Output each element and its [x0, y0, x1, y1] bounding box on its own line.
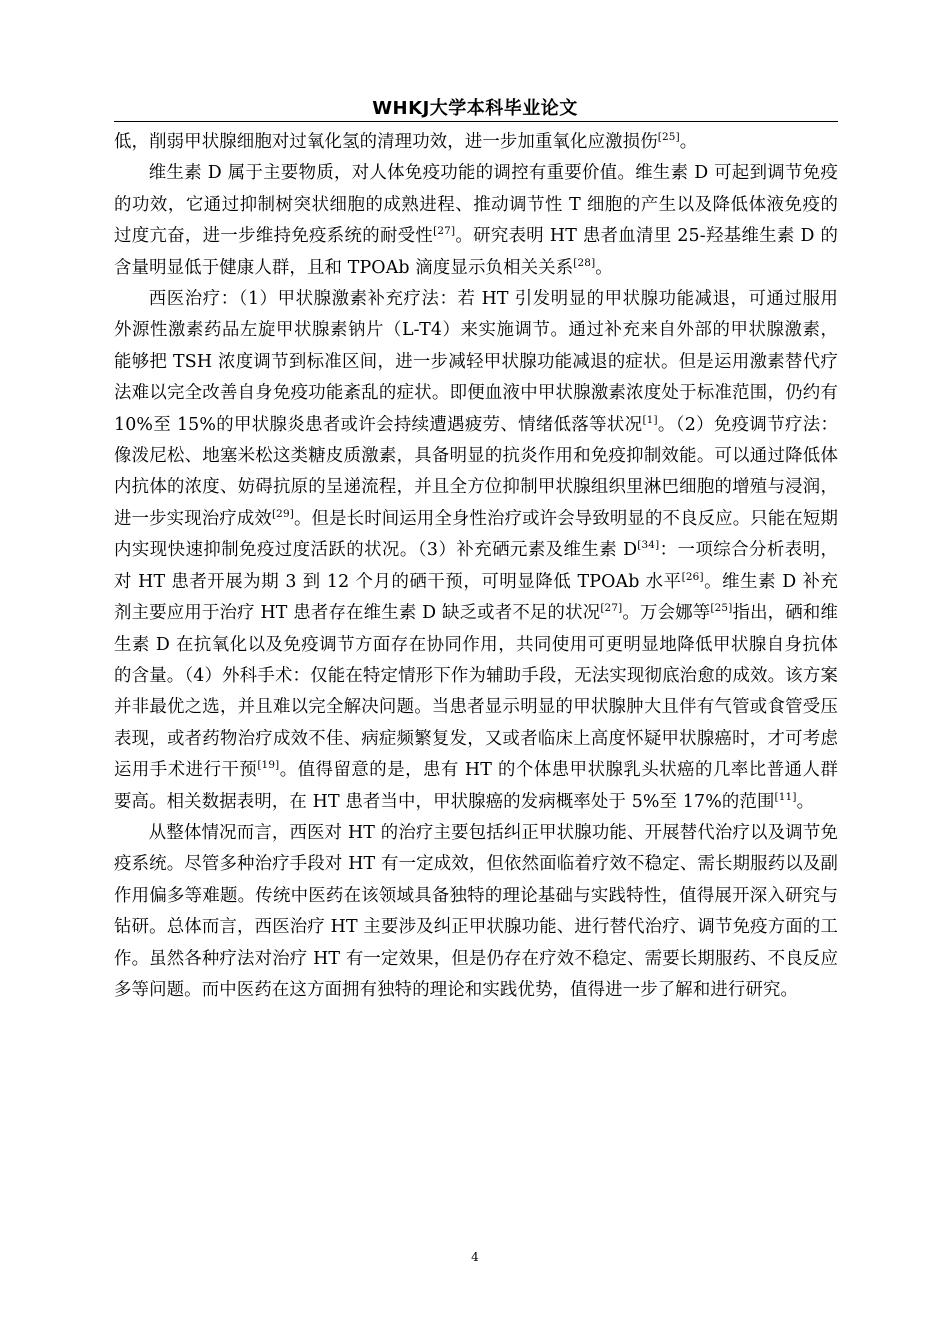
citation-marker: [28]: [573, 256, 596, 269]
header-rule: [114, 121, 838, 122]
citation-marker: [27]: [600, 602, 623, 615]
page-number: 4: [471, 1250, 479, 1264]
citation-marker: [1]: [642, 413, 658, 426]
citation-marker: [26]: [681, 570, 704, 583]
body-text: [114, 127, 838, 1006]
page-header-title: WHKJ大学本科毕业论文: [372, 98, 578, 119]
citation-marker: [34]: [637, 539, 660, 552]
paragraph-2: 维生素 D 属于主要物质，对人体免疫功能的调控有重要价值。维生素 D 可起到调节免疫的功效，它通过抑制树突状细胞的成熟进程、推动调节性 T 细胞的产生以及降低体液免疫的过度亢奋，进一步维持免疫系统的耐受性[27]。研究表明 HT 患者血清里 25-羟基维生素 D 的含量明显低于健康人群，且和 TPOAb 滴度显示负相关关系[28]。: [114, 163, 839, 278]
paragraph-1: 低，削弱甲状腺细胞对过氧化氢的清理功效，进一步加重氧化应激损伤[25]。: [114, 131, 698, 152]
citation-marker: [25]: [710, 602, 733, 615]
citation-marker: [25]: [657, 131, 680, 144]
citation-marker: [19]: [257, 759, 280, 772]
citation-marker: [27]: [433, 225, 456, 238]
citation-marker: [29]: [271, 508, 294, 521]
paragraph-4: 从整体情况而言，西医对 HT 的治疗主要包括纠正甲状腺功能、开展替代治疗以及调节免疫系统。尽管多种治疗手段对 HT 有一定成效，但依然面临着疗效不稳定、需长期服药以及副作用偏多等难题。传统中医药在该领域具备独特的理论基础与实践特性，值得展开深入研究与钻研。总体而言，西医治疗 HT 主要涉及纠正甲状腺功能、进行替代治疗、调节免疫方面的工作。虽然各种疗法对治疗 HT 有一定效果，但是仍存在疗效不稳定、需要长期服药、不良反应多等问题。而中医药在这方面拥有独特的理论和实践优势，值得进一步了解和进行研究。: [114, 822, 838, 1000]
citation-marker: [11]: [774, 790, 797, 803]
paragraph-3: 西医治疗：（1）甲状腺激素补充疗法：若 HT 引发明显的甲状腺功能减退，可通过服用外源性激素药品左旋甲状腺素钠片（L-T4）来实施调节。通过补充来自外部的甲状腺激素，能够把 TSH 浓度调节到标准区间，进一步减轻甲状腺功能减退的症状。但是运用激素替代疗法难以完全改善自身免疫功能紊乱的症状。即便血液中甲状腺激素浓度处于标准范围，仍约有 10%至 15%的甲状腺炎患者或许会持续遭遇疲劳、情绪低落等状况[1]。（2）免疫调节疗法：像泼尼松、地塞米松这类糖皮质激素，具备明显的抗炎作用和免疫抑制效能。可以通过降低体内抗体的浓度、妨碍抗原的呈递流程，并且全方位抑制甲状腺组织里淋巴细胞的增殖与浸润，进一步实现治疗成效[29]。但是长时间运用全身性治疗或许会导致明显的不良反应。只能在短期内实现快速抑制免疫过度活跃的状况。（3）补充硒元素及维生素 D[34]：一项综合分析表明，对 HT 患者开展为期 3 到 12 个月的硒干预，可明显降低 TPOAb 水平[26]。维生素 D 补充剂主要应用于治疗 HT 患者存在维生素 D 缺乏或者不足的状况[27]。万会娜等[25]指出，硒和维生素 D 在抗氧化以及免疫调节方面存在协同作用，共同使用可更明显地降低甲状腺自身抗体的含量。（4）外科手术：仅能在特定情形下作为辅助手段，无法实现彻底治愈的成效。该方案并非最优之选，并且难以完全解决问题。当患者显示明显的甲状腺肿大且伴有气管或食管受压表现，或者药物治疗成效不佳、病症频繁复发，又或者临床上高度怀疑甲状腺癌时，才可考虑运用手术进行干预[19]。值得留意的是，患有 HT 的个体患甲状腺乳头状癌的几率比普通人群要高。相关数据表明，在 HT 患者当中，甲状腺癌的发病概率处于 5%至 17%的范围[11]。: [114, 289, 839, 812]
